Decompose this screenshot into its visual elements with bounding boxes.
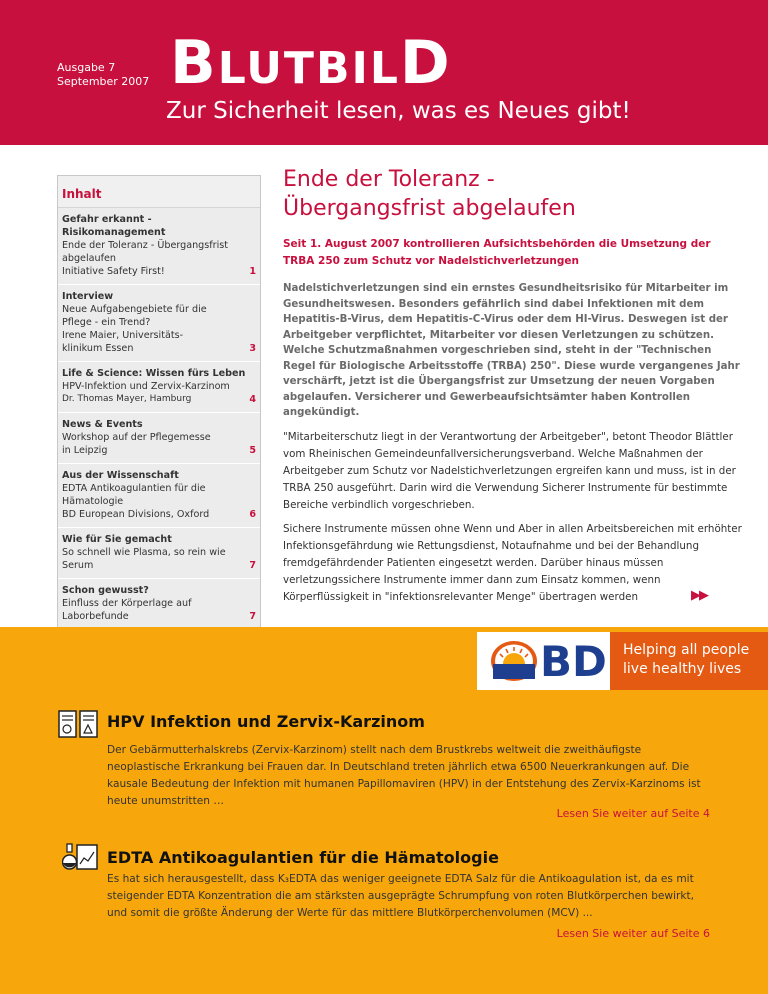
- toc-section[interactable]: [58, 362, 260, 413]
- toc-line: Irene Maier, Universitäts-: [62, 330, 184, 341]
- masthead-final: D: [399, 28, 452, 98]
- toc-page-number: 6: [249, 509, 256, 520]
- toc-section[interactable]: [58, 528, 260, 579]
- toc-line: Workshop auf der Pflegemesse: [62, 432, 211, 443]
- teaser-body: Es hat sich herausgestellt, dass K₃EDTA das weniger geeignete EDTA Salz für die Antikoagulation ist, da es mit steigender EDTA Konzentration die am stärksten ausgeprägte Schrumpfung von roten Blutkörperchen bewirkt, und somit die größte Änderung der Werte für das mittlere Blutkörperchenvolumen (MCV) ...: [107, 873, 695, 919]
- toc-section-title: News & Events: [62, 419, 143, 430]
- toc-page-number: 7: [249, 611, 256, 622]
- toc-section[interactable]: [58, 285, 260, 362]
- toc-line: Ende der Toleranz - Übergangsfrist: [62, 240, 229, 251]
- issue-date: September 2007: [57, 75, 150, 88]
- teaser-title: HPV Infektion und Zervix-Karzinom: [107, 712, 425, 731]
- newsletter-title: [170, 28, 452, 98]
- bd-logo-text: BD: [540, 637, 607, 686]
- read-more-link[interactable]: Lesen Sie weiter auf Seite 6: [556, 927, 710, 940]
- toc-section[interactable]: [58, 579, 260, 630]
- article-intro: Nadelstichverletzungen sind ein ernstes Gesundheitsrisiko für Mitarbeiter im Gesundheitswesen. Besonders gefährlich sind dabei Infektionen mit dem Hepatitis-B-Virus, dem Hepatitis-C-Virus oder dem HI-Virus. Deswegen ist der Arbeitgeber verpflichtet, Mitarbeiter vor diesen Verletzungen zu schützen. Welche Schutzmaßnahmen vorgeschrieben sind, steht in der "Technischen Regel für Biologische Arbeitsstoffe (TRBA) 250". Diese wurde vergangenes Jahr verschärft, jetzt ist die Übergangsfrist zur Umsetzung der neuen Vorgaben abgelaufen. Versicherer und Gewerbeaufsichtsämter haben Kontrollen angekündigt.: [283, 283, 740, 418]
- lab-flask-icon: [62, 842, 100, 872]
- headline-line: Übergangsfrist abgelaufen: [283, 196, 576, 221]
- toc-section-title: Life & Science: Wissen fürs Leben: [62, 368, 246, 379]
- toc-page-number: 1: [249, 266, 256, 277]
- slogan-line: live healthy lives: [623, 661, 742, 677]
- tagline: Zur Sicherheit lesen, was es Neues gibt!: [166, 98, 631, 124]
- toc-section-title: Interview: [62, 291, 114, 302]
- toc-page-number: 4: [249, 394, 256, 405]
- toc-author: Dr. Thomas Mayer, Hamburg: [62, 394, 192, 404]
- toc-section-title: Schon gewusst?: [62, 585, 149, 596]
- toc-title: Inhalt: [58, 176, 260, 208]
- toc-line: Initiative Safety First!: [62, 266, 165, 277]
- toc-line: HPV-Infektion und Zervix-Karzinom: [62, 381, 230, 392]
- toc-line: abgelaufen: [62, 253, 116, 264]
- read-more-link[interactable]: Lesen Sie weiter auf Seite 4: [556, 807, 710, 820]
- toc-section[interactable]: [58, 208, 260, 285]
- toc-line: Pflege - ein Trend?: [62, 317, 151, 328]
- research-documents-icon: [58, 710, 98, 738]
- toc-page-number: 3: [249, 343, 256, 354]
- masthead-initial: B: [170, 28, 218, 98]
- toc-line: So schnell wie Plasma, so rein wie: [62, 547, 226, 558]
- toc-section[interactable]: [58, 464, 260, 528]
- bd-sun-logo-icon: [490, 640, 538, 682]
- toc-line: in Leipzig: [62, 445, 108, 456]
- headline-line: Ende der Toleranz -: [283, 167, 495, 192]
- article-headline: [283, 165, 743, 223]
- issue-number: Ausgabe 7: [57, 61, 116, 74]
- toc-line: BD European Divisions, Oxford: [62, 509, 210, 520]
- toc-line: klinikum Essen: [62, 343, 134, 354]
- toc-line: EDTA Antikoagulantien für die: [62, 483, 206, 494]
- toc-line: Serum: [62, 560, 94, 571]
- slogan-line: Helping all people: [623, 642, 750, 658]
- article-lead: Seit 1. August 2007 kontrollieren Aufsichtsbehörden die Umsetzung der TRBA 250 zum Schutz vor Nadelstichverletzungen: [283, 238, 711, 267]
- toc-line: Neue Aufgabengebiete für die: [62, 304, 207, 315]
- toc-section-title: Aus der Wissenschaft: [62, 470, 179, 481]
- issue-info: [57, 61, 149, 89]
- toc-line: Einfluss der Körperlage auf: [62, 598, 192, 609]
- masthead-middle: LUTBIL: [217, 43, 400, 94]
- toc-section-title: Wie für Sie gemacht: [62, 534, 172, 545]
- toc-section-title: Gefahr erkannt - Risikomanagement: [62, 214, 166, 238]
- toc-line: Laborbefunde: [62, 611, 129, 622]
- teaser-body: Der Gebärmutterhalskrebs (Zervix-Karzinom) stellt nach dem Brustkrebs weltweit die zweithäufigste neoplastische Erkrankung bei Frauen dar. In Deutschland treten jährlich etwa 6500 Neuerkrankungen auf. Die kausale Bedeutung der Infektion mit humanen Papillomaviren (HPV) in der Entstehung des Zervix-Karzinoms ist heute unumstritten …: [107, 744, 701, 807]
- toc-page-number: 7: [249, 560, 256, 571]
- article-paragraph: "Mitarbeiterschutz liegt in der Verantwortung der Arbeitgeber", betont Theodor Blättler vom Rheinischen Gemeindeunfallversicherungsverband. Welche Maßnahmen der Arbeitgeber zum Schutz vor Nadelstichverletzungen ergreifen kann und muss, ist in der TRBA 250 ausgeführt. Darin wird die Verwendung Sicherer Instrumente für bestimmte Bereiche verbindlich vorgeschrieben.: [283, 431, 736, 511]
- article-paragraph: Sichere Instrumente müssen ohne Wenn und Aber in allen Arbeitsbereichen mit erhöhter Infektionsgefährdung wie Rettungsdienst, Notaufnahme und bei der Behandlung fremdgefährdender Patienten eingesetzt werden. Darüber hinaus müssen verletzungssichere Instrumente immer dann zum Einsatz kommen, wenn Körperflüssigkeit in "infektionsrelevanter Menge" übertragen werden: [283, 523, 742, 603]
- continue-arrow-icon[interactable]: ▶▶: [691, 588, 707, 603]
- teaser-title: EDTA Antikoagulantien für die Hämatologie: [107, 848, 499, 867]
- toc-page-number: 5: [249, 445, 256, 456]
- toc-section[interactable]: [58, 413, 260, 464]
- toc-line: Hämatologie: [62, 496, 124, 507]
- bd-slogan: [623, 641, 749, 679]
